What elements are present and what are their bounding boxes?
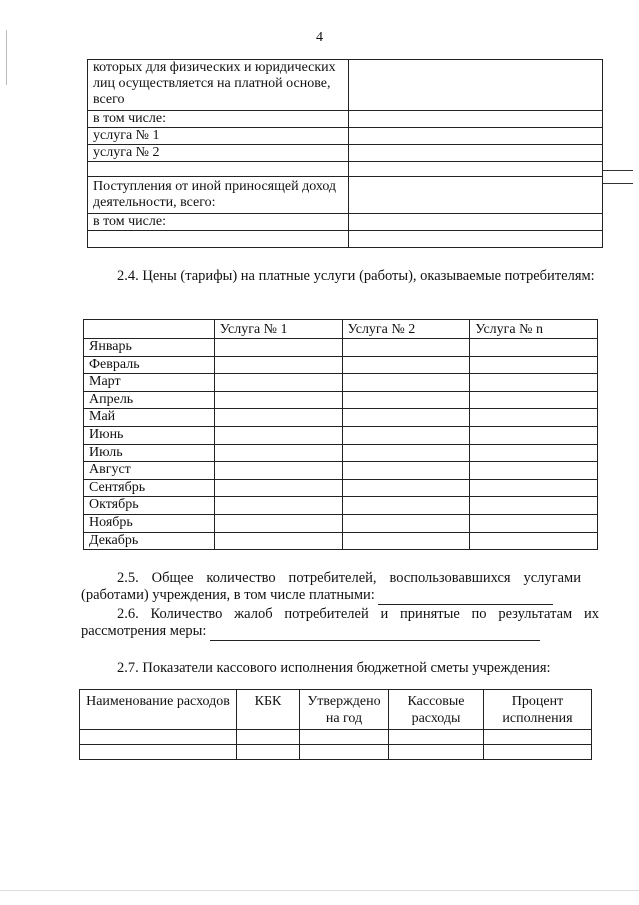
table-cell xyxy=(342,409,470,427)
section-2-4-text: 2.4. Цены (тарифы) на платные услуги (работы), оказываемые потребителям: xyxy=(117,268,595,284)
month-cell: Декабрь xyxy=(84,532,215,550)
scan-artifact-line xyxy=(603,183,633,184)
table-row xyxy=(88,177,603,214)
table-cell xyxy=(470,391,598,409)
scan-artifact-line xyxy=(603,170,633,171)
table-row xyxy=(84,374,598,392)
month-cell: Февраль xyxy=(84,356,215,374)
table-row xyxy=(84,409,598,427)
table-cell xyxy=(80,745,237,760)
section-2-5-text xyxy=(81,570,581,605)
table-cell xyxy=(214,391,342,409)
table-cell xyxy=(349,177,603,214)
table-cell xyxy=(342,444,470,462)
table-cell xyxy=(470,426,598,444)
table-row xyxy=(84,479,598,497)
budget-execution-table xyxy=(79,689,592,760)
table-row xyxy=(88,128,603,145)
month-cell: Март xyxy=(84,374,215,392)
table-cell xyxy=(342,514,470,532)
table-cell xyxy=(214,339,342,357)
table-row xyxy=(88,214,603,231)
table-cell xyxy=(214,479,342,497)
table-cell: в том числе: xyxy=(88,214,349,231)
table-cell xyxy=(389,745,484,760)
table-row xyxy=(80,730,592,745)
table-header-cell: Услуга № 1 xyxy=(214,320,342,339)
table-cell xyxy=(300,730,389,745)
section-2-7-text: 2.7. Показатели кассового исполнения бюджетной сметы учреждения: xyxy=(117,660,551,676)
table-row xyxy=(88,162,603,177)
table-cell xyxy=(342,426,470,444)
table-cell xyxy=(470,532,598,550)
table-cell xyxy=(214,374,342,392)
table-cell: Поступления от иной приносящей доход деятельности, всего: xyxy=(88,177,349,214)
table-header-cell: Кассовые расходы xyxy=(389,690,484,730)
table-cell xyxy=(470,444,598,462)
table-row xyxy=(84,514,598,532)
table-cell: которых для физических и юридических лиц осуществляется на платной основе, всего xyxy=(88,60,349,111)
table-row xyxy=(88,60,603,111)
table-cell xyxy=(214,444,342,462)
table-cell xyxy=(300,745,389,760)
table-cell xyxy=(342,497,470,515)
table-cell xyxy=(349,60,603,111)
month-cell: Октябрь xyxy=(84,497,215,515)
section-2-6-text xyxy=(81,606,599,641)
table-header-cell: Услуга № n xyxy=(470,320,598,339)
table-cell xyxy=(342,462,470,480)
month-cell: Сентябрь xyxy=(84,479,215,497)
month-cell: Июнь xyxy=(84,426,215,444)
table-cell xyxy=(349,162,603,177)
table-cell xyxy=(80,730,237,745)
consumers-count-blank xyxy=(378,587,553,605)
complaints-blank xyxy=(210,623,540,641)
table-cell xyxy=(237,730,300,745)
table-cell xyxy=(88,231,349,248)
table-row xyxy=(88,231,603,248)
month-cell: Май xyxy=(84,409,215,427)
table-row xyxy=(84,462,598,480)
table-row xyxy=(84,339,598,357)
table-cell xyxy=(214,514,342,532)
table-row xyxy=(88,111,603,128)
table-cell xyxy=(342,339,470,357)
table-cell: в том числе: xyxy=(88,111,349,128)
table-cell xyxy=(470,339,598,357)
table-cell xyxy=(349,231,603,248)
table-cell xyxy=(470,479,598,497)
table-row xyxy=(84,356,598,374)
table-header-cell: КБК xyxy=(237,690,300,730)
table-cell xyxy=(349,214,603,231)
month-cell: Январь xyxy=(84,339,215,357)
table-cell xyxy=(342,532,470,550)
table-cell xyxy=(389,730,484,745)
table-cell xyxy=(470,356,598,374)
table-row xyxy=(84,444,598,462)
table-header-cell: Наименование расходов xyxy=(80,690,237,730)
table-cell xyxy=(349,145,603,162)
table-cell xyxy=(214,426,342,444)
table-header-cell: Утверждено на год xyxy=(300,690,389,730)
section-2-5-label: 2.5. Общее количество потребителей, воспользовавшихся услугами (работами) учреждения, в том числе платными: xyxy=(81,570,581,603)
table-cell xyxy=(484,730,592,745)
table-cell xyxy=(214,462,342,480)
table-header-cell: Процент исполнения xyxy=(484,690,592,730)
section-2-6-label: 2.6. Количество жалоб потребителей и принятые по результатам их рассмотрения меры: xyxy=(81,606,599,639)
table-cell xyxy=(214,409,342,427)
table-header-cell: Услуга № 2 xyxy=(342,320,470,339)
table-cell xyxy=(88,162,349,177)
table-cell: услуга № 2 xyxy=(88,145,349,162)
table-cell xyxy=(214,532,342,550)
table-row xyxy=(84,426,598,444)
month-cell: Июль xyxy=(84,444,215,462)
table-header-row xyxy=(80,690,592,730)
table-cell xyxy=(484,745,592,760)
table-row xyxy=(84,532,598,550)
month-cell: Апрель xyxy=(84,391,215,409)
table-cell xyxy=(214,497,342,515)
table-row xyxy=(80,745,592,760)
table-cell xyxy=(237,745,300,760)
table-cell xyxy=(470,374,598,392)
page-number: 4 xyxy=(316,30,323,45)
table-cell: услуга № 1 xyxy=(88,128,349,145)
scan-bottom-edge xyxy=(0,890,639,891)
table-row xyxy=(84,391,598,409)
table-cell xyxy=(349,128,603,145)
table-cell xyxy=(470,514,598,532)
table-cell xyxy=(342,391,470,409)
table-row xyxy=(88,145,603,162)
table-cell xyxy=(342,479,470,497)
table-cell xyxy=(349,111,603,128)
table-header-row xyxy=(84,320,598,339)
revenue-table xyxy=(87,59,603,248)
table-row xyxy=(84,497,598,515)
month-cell: Август xyxy=(84,462,215,480)
month-cell: Ноябрь xyxy=(84,514,215,532)
table-cell xyxy=(342,374,470,392)
tariff-table xyxy=(83,319,598,550)
table-cell xyxy=(214,356,342,374)
table-cell xyxy=(470,462,598,480)
table-cell xyxy=(470,409,598,427)
table-header-cell xyxy=(84,320,215,339)
table-cell xyxy=(470,497,598,515)
table-cell xyxy=(342,356,470,374)
